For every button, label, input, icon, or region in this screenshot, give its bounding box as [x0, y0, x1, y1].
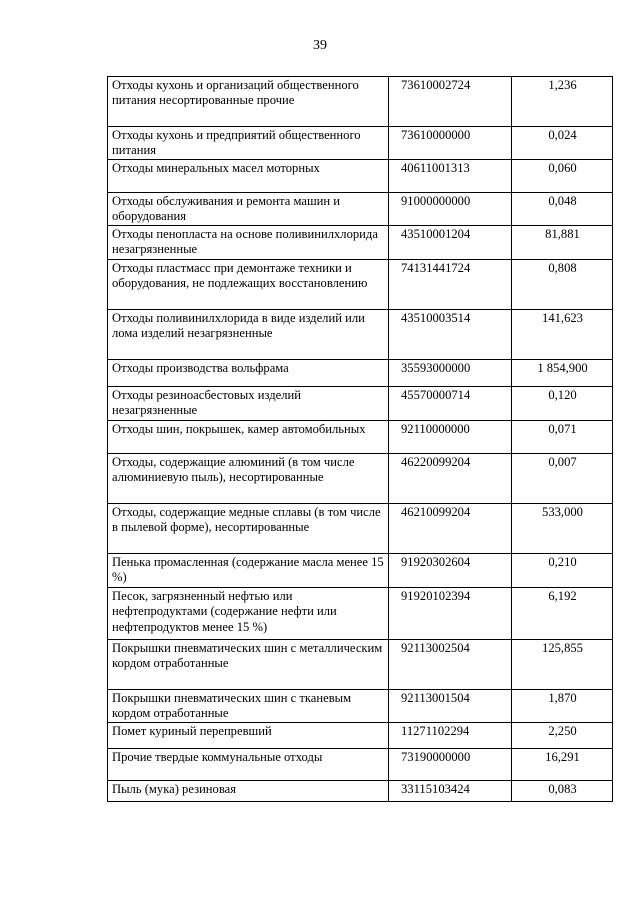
table-row	[108, 640, 613, 690]
waste-name-cell: Отходы минеральных масел моторных	[108, 160, 389, 193]
waste-name-cell: Отходы шин, покрышек, камер автомобильных	[108, 421, 389, 454]
table-row	[108, 387, 613, 421]
waste-name-cell: Покрышки пневматических шин с металлическим кордом отработанные	[108, 640, 389, 690]
waste-name-cell: Отходы поливинилхлорида в виде изделий или лома изделий незагрязненные	[108, 310, 389, 360]
waste-name-cell: Песок, загрязненный нефтью или нефтепродуктами (содержание нефти или нефтепродуктов менее 15 %)	[108, 588, 389, 640]
waste-table-body	[108, 77, 613, 802]
waste-name-cell: Пыль (мука) резиновая	[108, 781, 389, 802]
waste-value-cell: 16,291	[512, 749, 613, 781]
waste-value-cell: 0,024	[512, 127, 613, 160]
waste-code-cell: 73610002724	[389, 77, 512, 127]
waste-name-cell: Отходы пластмасс при демонтаже техники и оборудования, не подлежащих восстановлению	[108, 260, 389, 310]
waste-name-cell: Отходы, содержащие алюминий (в том числе алюминиевую пыль), несортированные	[108, 454, 389, 504]
waste-name-cell: Отходы пенопласта на основе поливинилхлорида незагрязненные	[108, 226, 389, 260]
table-row	[108, 421, 613, 454]
table-row	[108, 588, 613, 640]
waste-value-cell: 0,060	[512, 160, 613, 193]
waste-value-cell: 0,071	[512, 421, 613, 454]
waste-value-cell: 0,048	[512, 193, 613, 226]
waste-code-cell: 91000000000	[389, 193, 512, 226]
waste-name-cell: Пенька промасленная (содержание масла менее 15 %)	[108, 554, 389, 588]
waste-name-cell: Отходы обслуживания и ремонта машин и оборудования	[108, 193, 389, 226]
waste-name-cell: Покрышки пневматических шин с тканевым кордом отработанные	[108, 690, 389, 723]
waste-value-cell: 0,007	[512, 454, 613, 504]
waste-code-cell: 11271102294	[389, 723, 512, 749]
table-row	[108, 749, 613, 781]
waste-code-cell: 43510001204	[389, 226, 512, 260]
waste-table	[107, 76, 613, 802]
table-row	[108, 160, 613, 193]
waste-code-cell: 33115103424	[389, 781, 512, 802]
table-row	[108, 360, 613, 387]
waste-value-cell: 0,083	[512, 781, 613, 802]
waste-code-cell: 43510003514	[389, 310, 512, 360]
waste-code-cell: 91920102394	[389, 588, 512, 640]
waste-code-cell: 73190000000	[389, 749, 512, 781]
table-row	[108, 781, 613, 802]
waste-name-cell: Отходы производства вольфрама	[108, 360, 389, 387]
waste-code-cell: 46210099204	[389, 504, 512, 554]
waste-value-cell: 533,000	[512, 504, 613, 554]
waste-value-cell: 0,120	[512, 387, 613, 421]
table-row	[108, 193, 613, 226]
waste-code-cell: 40611001313	[389, 160, 512, 193]
waste-value-cell: 1 854,900	[512, 360, 613, 387]
waste-value-cell: 125,855	[512, 640, 613, 690]
waste-value-cell: 0,808	[512, 260, 613, 310]
table-row	[108, 454, 613, 504]
waste-name-cell: Отходы резиноасбестовых изделий незагрязненные	[108, 387, 389, 421]
waste-value-cell: 0,210	[512, 554, 613, 588]
waste-name-cell: Отходы, содержащие медные сплавы (в том числе в пылевой форме), несортированные	[108, 504, 389, 554]
waste-value-cell: 141,623	[512, 310, 613, 360]
page-number: 39	[313, 38, 327, 53]
table-row	[108, 77, 613, 127]
waste-code-cell: 46220099204	[389, 454, 512, 504]
table-row	[108, 260, 613, 310]
table-row	[108, 554, 613, 588]
waste-code-cell: 74131441724	[389, 260, 512, 310]
waste-value-cell: 1,870	[512, 690, 613, 723]
waste-value-cell: 2,250	[512, 723, 613, 749]
waste-name-cell: Прочие твердые коммунальные отходы	[108, 749, 389, 781]
table-row	[108, 127, 613, 160]
waste-value-cell: 1,236	[512, 77, 613, 127]
waste-code-cell: 92110000000	[389, 421, 512, 454]
waste-code-cell: 45570000714	[389, 387, 512, 421]
table-row	[108, 723, 613, 749]
waste-code-cell: 92113001504	[389, 690, 512, 723]
table-row	[108, 690, 613, 723]
table-row	[108, 504, 613, 554]
table-row	[108, 310, 613, 360]
waste-value-cell: 81,881	[512, 226, 613, 260]
waste-name-cell: Отходы кухонь и предприятий общественного питания	[108, 127, 389, 160]
waste-code-cell: 91920302604	[389, 554, 512, 588]
waste-code-cell: 73610000000	[389, 127, 512, 160]
waste-value-cell: 6,192	[512, 588, 613, 640]
waste-code-cell: 35593000000	[389, 360, 512, 387]
table-row	[108, 226, 613, 260]
waste-code-cell: 92113002504	[389, 640, 512, 690]
waste-name-cell: Помет куриный перепревший	[108, 723, 389, 749]
waste-name-cell: Отходы кухонь и организаций общественного питания несортированные прочие	[108, 77, 389, 127]
